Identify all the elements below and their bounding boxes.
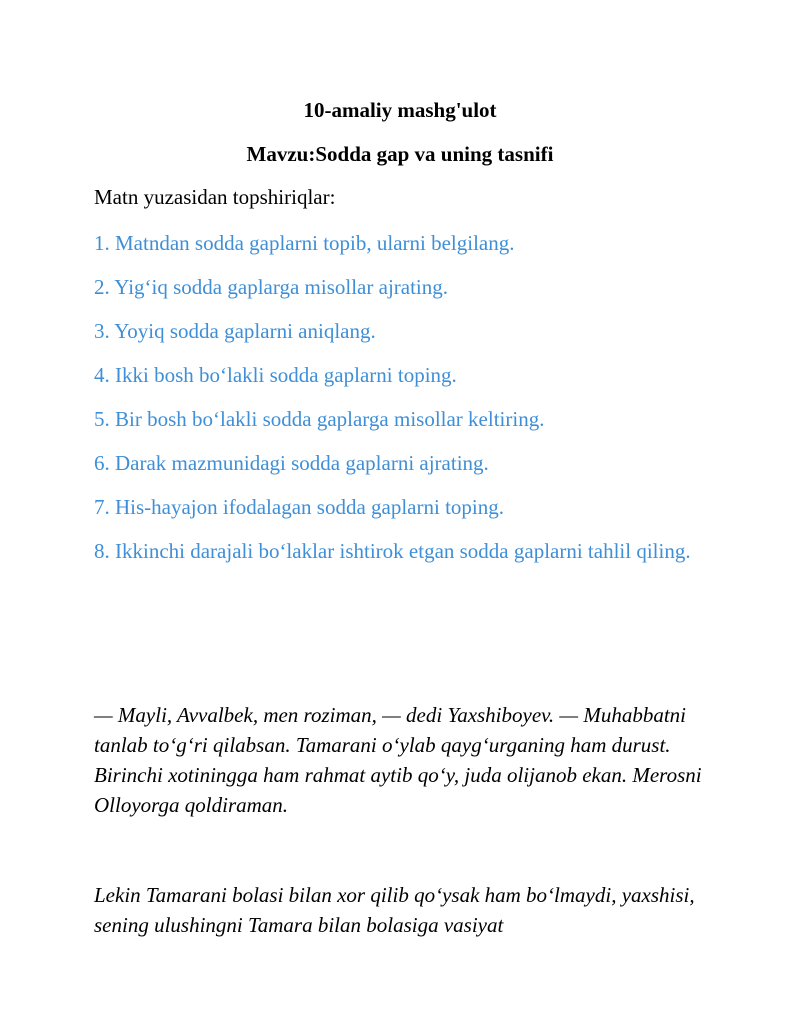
page-title: 10-amaliy mashg'ulot	[303, 98, 497, 122]
task-item	[94, 404, 714, 435]
tasks-intro: Matn yuzasidan topshiriqlar:	[94, 185, 336, 209]
task-text: 4. Ikki bosh bo‘lakli sodda gaplarni toping.	[94, 363, 457, 387]
story-paragraph: Lekin Tamarani bolasi bilan xor qilib qo‘ysak ham bo‘lmaydi, yaxshisi, sening ulushingni Tamara bilan bolasiga vasiyat	[94, 883, 695, 937]
topic-heading: Mavzu:Sodda gap va uning tasnifi	[246, 142, 554, 166]
task-item	[94, 316, 714, 347]
task-text: 6. Darak mazmunidagi sodda gaplarni ajrating.	[94, 451, 489, 475]
story-paragraph: — Mayli, Avvalbek, men roziman, — dedi Yaxshiboyev. — Muhabbatni tanlab to‘g‘ri qilabsan. Tamarani o‘ylab qayg‘urganing ham durust. Birinchi xotiningga ham rahmat aytib qo‘y, juda olijanob ekan. Merosni Olloyorga qoldiraman.	[94, 703, 702, 817]
task-item	[94, 448, 714, 479]
task-list	[94, 228, 714, 580]
task-text: 2. Yig‘iq sodda gaplarga misollar ajrating.	[94, 275, 449, 299]
task-text: 3. Yoyiq sodda gaplarni aniqlang.	[94, 319, 376, 343]
task-text: 5. Bir bosh bo‘lakli sodda gaplarga misollar keltiring.	[94, 407, 545, 431]
task-item	[94, 272, 714, 303]
task-item	[94, 536, 714, 567]
task-item	[94, 360, 714, 391]
task-item	[94, 228, 714, 259]
task-item	[94, 492, 714, 523]
task-text: 1. Matndan sodda gaplarni topib, ularni belgilang.	[94, 231, 515, 255]
task-text: 8. Ikkinchi darajali bo‘laklar ishtirok etgan sodda gaplarni tahlil qiling.	[94, 539, 691, 563]
task-text: 7. His-hayajon ifodalagan sodda gaplarni toping.	[94, 495, 504, 519]
